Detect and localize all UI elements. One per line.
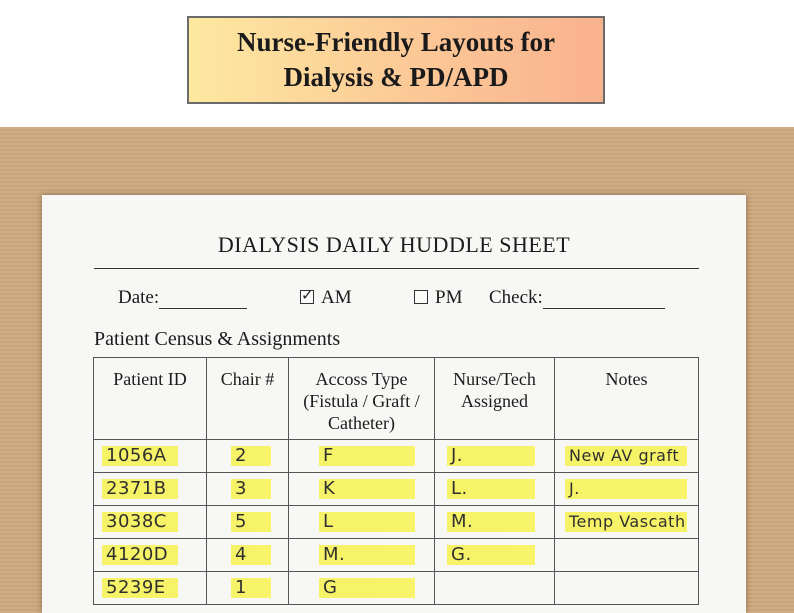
- cell-access: [289, 539, 435, 572]
- column-header: Nurse/Tech Assigned: [435, 358, 555, 440]
- handwritten-entry: 1: [231, 578, 271, 598]
- check-label: Check:: [489, 287, 543, 308]
- table-row: [94, 440, 699, 473]
- cell-notes: [555, 572, 699, 605]
- huddle-sheet: [42, 195, 746, 613]
- am-option: [300, 287, 352, 309]
- handwritten-entry: G: [319, 578, 415, 598]
- handwritten-entry: L.: [447, 479, 535, 499]
- title-rule: [94, 268, 699, 269]
- handwritten-entry: 3038C: [102, 512, 178, 532]
- handwritten-entry: 4: [231, 545, 271, 565]
- handwritten-entry: 5239E: [102, 578, 178, 598]
- handwritten-entry: 1056A: [102, 446, 178, 466]
- cell-patient-id: [94, 440, 207, 473]
- cell-nurse: [435, 506, 555, 539]
- handwritten-entry: Temp Vascath: [565, 512, 687, 532]
- cell-nurse: [435, 539, 555, 572]
- cell-notes: [555, 473, 699, 506]
- check-blank: [543, 288, 665, 309]
- handwritten-entry: J.: [447, 446, 535, 466]
- checkmark-icon: ✓: [301, 286, 314, 304]
- census-table: [93, 357, 699, 605]
- handwritten-entry: 5: [231, 512, 271, 532]
- title-line-1: Nurse-Friendly Layouts for: [237, 27, 555, 57]
- table-row: [94, 539, 699, 572]
- cell-patient-id: [94, 506, 207, 539]
- cell-access: [289, 572, 435, 605]
- table-row: [94, 473, 699, 506]
- handwritten-entry: 2: [231, 446, 271, 466]
- cell-nurse: [435, 440, 555, 473]
- handwritten-entry: M.: [447, 512, 535, 532]
- cell-access: [289, 473, 435, 506]
- column-header: Patient ID: [94, 358, 207, 440]
- am-label: AM: [321, 287, 352, 308]
- table-row: [94, 572, 699, 605]
- cell-chair: [207, 506, 289, 539]
- cell-patient-id: [94, 539, 207, 572]
- date-label: Date:: [118, 287, 160, 308]
- cell-chair: [207, 572, 289, 605]
- handwritten-entry: F: [319, 446, 415, 466]
- column-header: Chair #: [207, 358, 289, 440]
- section-label: Patient Census & Assignments: [94, 328, 341, 350]
- cell-notes: [555, 539, 699, 572]
- column-header: Accoss Type (Fistula / Graft / Catheter): [289, 358, 435, 440]
- sheet-title: DIALYSIS DAILY HUDDLE SHEET: [217, 232, 571, 257]
- pm-checkbox: [414, 290, 428, 304]
- handwritten-entry: M.: [319, 545, 415, 565]
- title-banner: [187, 16, 605, 104]
- cell-access: [289, 506, 435, 539]
- check-field: [489, 287, 665, 309]
- cell-chair: [207, 473, 289, 506]
- table-header-row: [94, 358, 699, 440]
- pm-option: [414, 287, 462, 309]
- table-row: [94, 506, 699, 539]
- handwritten-entry: L: [319, 512, 415, 532]
- date-field: [118, 287, 247, 309]
- handwritten-entry: J.: [565, 479, 687, 499]
- cell-patient-id: [94, 572, 207, 605]
- cell-nurse: [435, 572, 555, 605]
- cell-patient-id: [94, 473, 207, 506]
- column-header: Notes: [555, 358, 699, 440]
- date-blank: [159, 288, 247, 309]
- handwritten-entry: New AV graft: [565, 446, 687, 466]
- cell-notes: [555, 506, 699, 539]
- handwritten-entry: 2371B: [102, 479, 178, 499]
- meta-row: [42, 287, 746, 311]
- cell-notes: [555, 440, 699, 473]
- handwritten-entry: K: [319, 479, 415, 499]
- pm-label: PM: [435, 287, 463, 308]
- handwritten-entry: 3: [231, 479, 271, 499]
- cell-chair: [207, 539, 289, 572]
- cell-access: [289, 440, 435, 473]
- handwritten-entry: 4120D: [102, 545, 178, 565]
- cell-nurse: [435, 473, 555, 506]
- handwritten-entry: G.: [447, 545, 535, 565]
- cell-chair: [207, 440, 289, 473]
- am-checkbox: [300, 286, 314, 304]
- title-line-2: Dialysis & PD/APD: [283, 62, 509, 92]
